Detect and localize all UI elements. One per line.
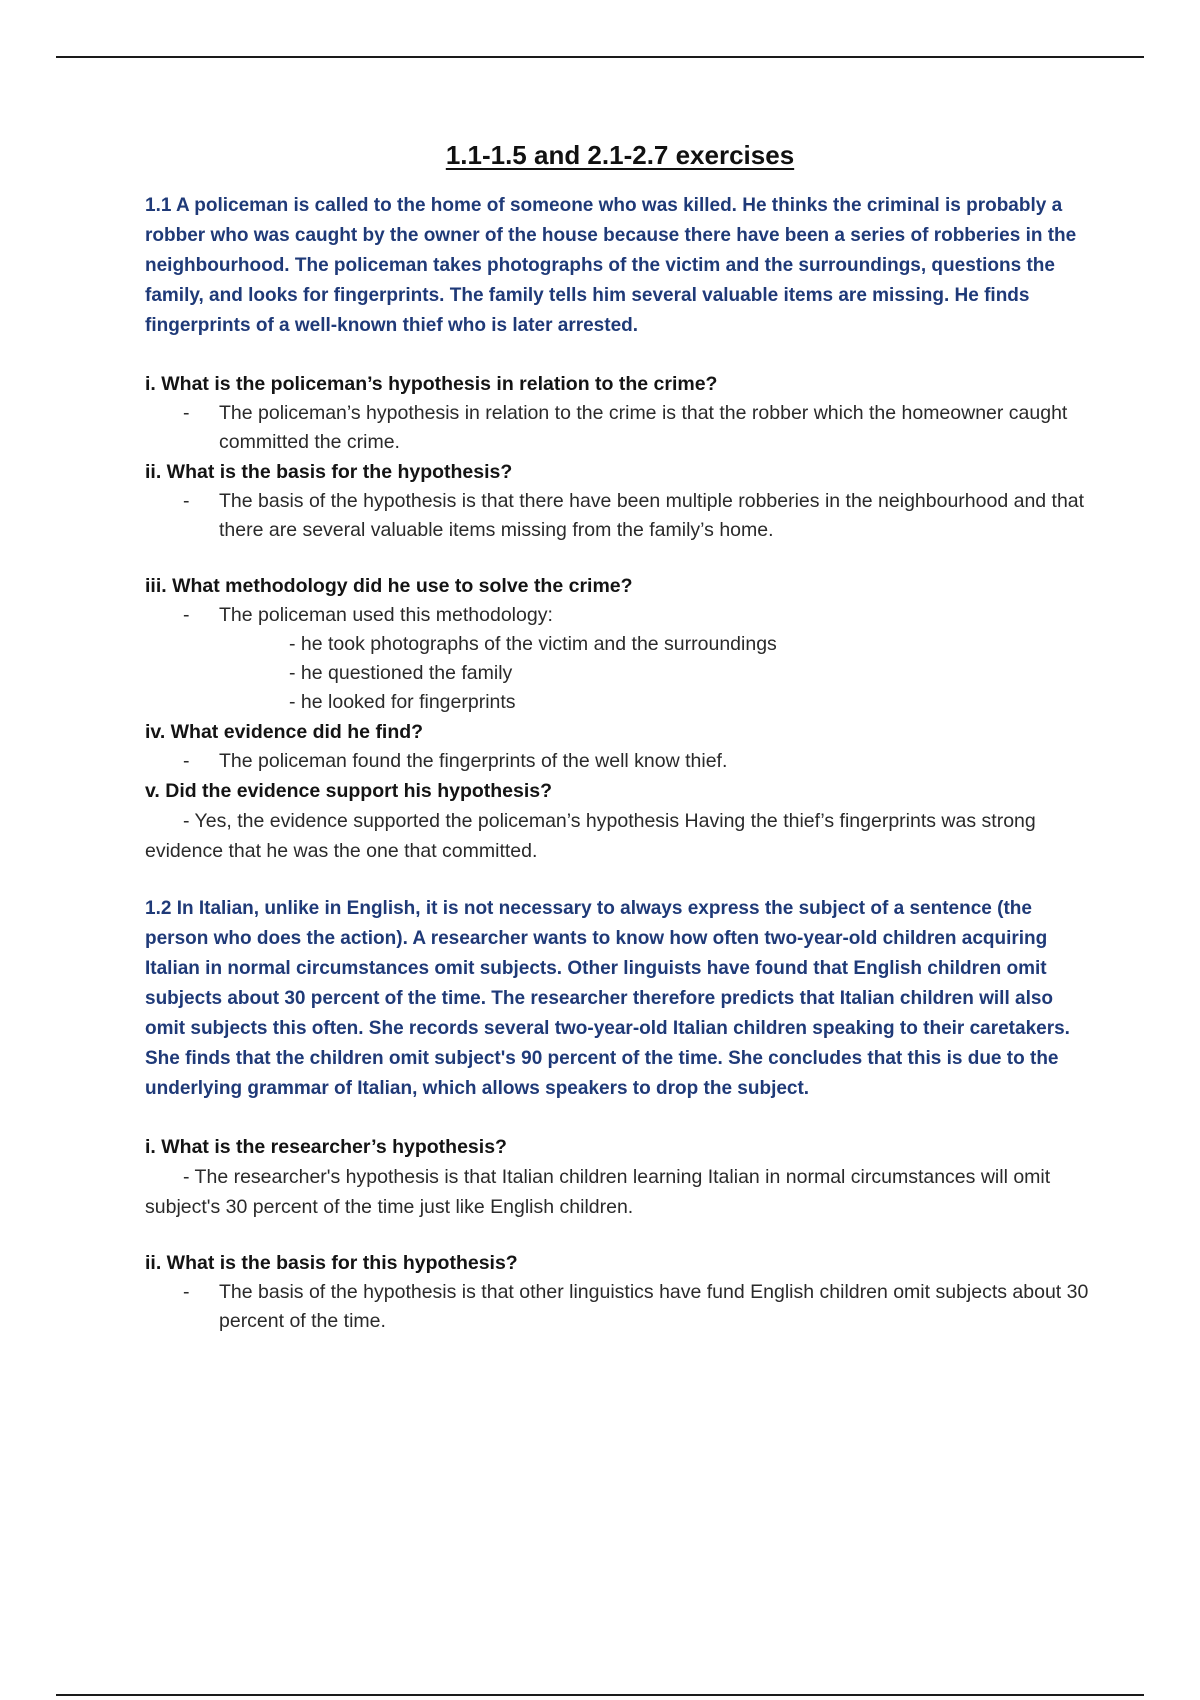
ex1-answer-4-text: The policeman found the fingerprints of the well know thief. xyxy=(219,750,728,772)
document-page xyxy=(145,140,1095,1336)
ex1-answer-4 xyxy=(145,747,1095,776)
ex2-answer-2-text: The basis of the hypothesis is that other linguistics have fund English children omit subjects about 30 percent of the time. xyxy=(219,1281,1089,1332)
bullet: - xyxy=(183,402,190,424)
ex2-answer-2 xyxy=(145,1278,1095,1336)
ex2-question-1: i. What is the researcher’s hypothesis? xyxy=(145,1136,507,1158)
ex1-answer-1 xyxy=(145,399,1095,457)
ex1-answer-1-text: The policeman’s hypothesis in relation to the crime is that the robber which the homeowner caught committed the crime. xyxy=(219,402,1068,453)
ex1-answer-3 xyxy=(145,601,1095,630)
ex1-answer-5: - Yes, the evidence supported the policeman’s hypothesis Having the thief’s fingerprints was strong evidence that he was the one that committed. xyxy=(145,810,1036,862)
ex1-question-5: v. Did the evidence support his hypothesis? xyxy=(145,780,553,802)
page-title: 1.1-1.5 and 2.1-2.7 exercises xyxy=(445,140,795,170)
methodology-item: - he took photographs of the victim and the surroundings xyxy=(289,633,777,655)
bullet: - xyxy=(183,1281,190,1303)
bullet: - xyxy=(183,490,190,512)
ex1-question-2: ii. What is the basis for the hypothesis? xyxy=(145,461,513,483)
bullet: - xyxy=(183,750,190,772)
bullet: - xyxy=(183,604,190,626)
exercise-1-prompt: 1.1 A policeman is called to the home of someone who was killed. He thinks the criminal is probably a robber who was caught by the owner of the house because there have been a series of robberies in the neighbourhood. The policeman takes photographs of the victim and the surroundings, questions the family, and looks for fingerprints. The family tells him several valuable items are missing. He finds fingerprints of a well-known thief who is later arrested. xyxy=(145,195,1077,336)
methodology-item: - he looked for fingerprints xyxy=(289,691,516,713)
methodology-item: - he questioned the family xyxy=(289,662,513,684)
ex1-answer-3-text: The policeman used this methodology: xyxy=(219,604,553,626)
ex1-answer-2-text: The basis of the hypothesis is that there have been multiple robberies in the neighbourhood and that there are several valuable items missing from the family’s home. xyxy=(219,490,1085,541)
ex1-answer-2 xyxy=(145,487,1095,545)
bottom-rule xyxy=(56,1694,1144,1696)
ex2-answer-1: - The researcher's hypothesis is that Italian children learning Italian in normal circumstances will omit subject's 30 percent of the time just like English children. xyxy=(145,1166,1051,1218)
ex1-question-3: iii. What methodology did he use to solve the crime? xyxy=(145,575,633,597)
ex1-question-4: iv. What evidence did he find? xyxy=(145,721,424,743)
top-rule xyxy=(56,56,1144,58)
ex2-question-2: ii. What is the basis for this hypothesis? xyxy=(145,1252,518,1274)
ex1-question-1: i. What is the policeman’s hypothesis in relation to the crime? xyxy=(145,373,718,395)
exercise-2-prompt: 1.2 In Italian, unlike in English, it is not necessary to always express the subject of a sentence (the person who does the action). A researcher wants to know how often two-year-old children acquiring Italian in normal circumstances omit subjects. Other linguists have found that English children omit subjects about 30 percent of the time. The researcher therefore predicts that Italian children will also omit subjects this often. She records several two-year-old Italian children speaking to their caretakers. She finds that the children omit subject's 90 percent of the time. She concludes that this is due to the underlying grammar of Italian, which allows speakers to drop the subject. xyxy=(145,898,1070,1099)
